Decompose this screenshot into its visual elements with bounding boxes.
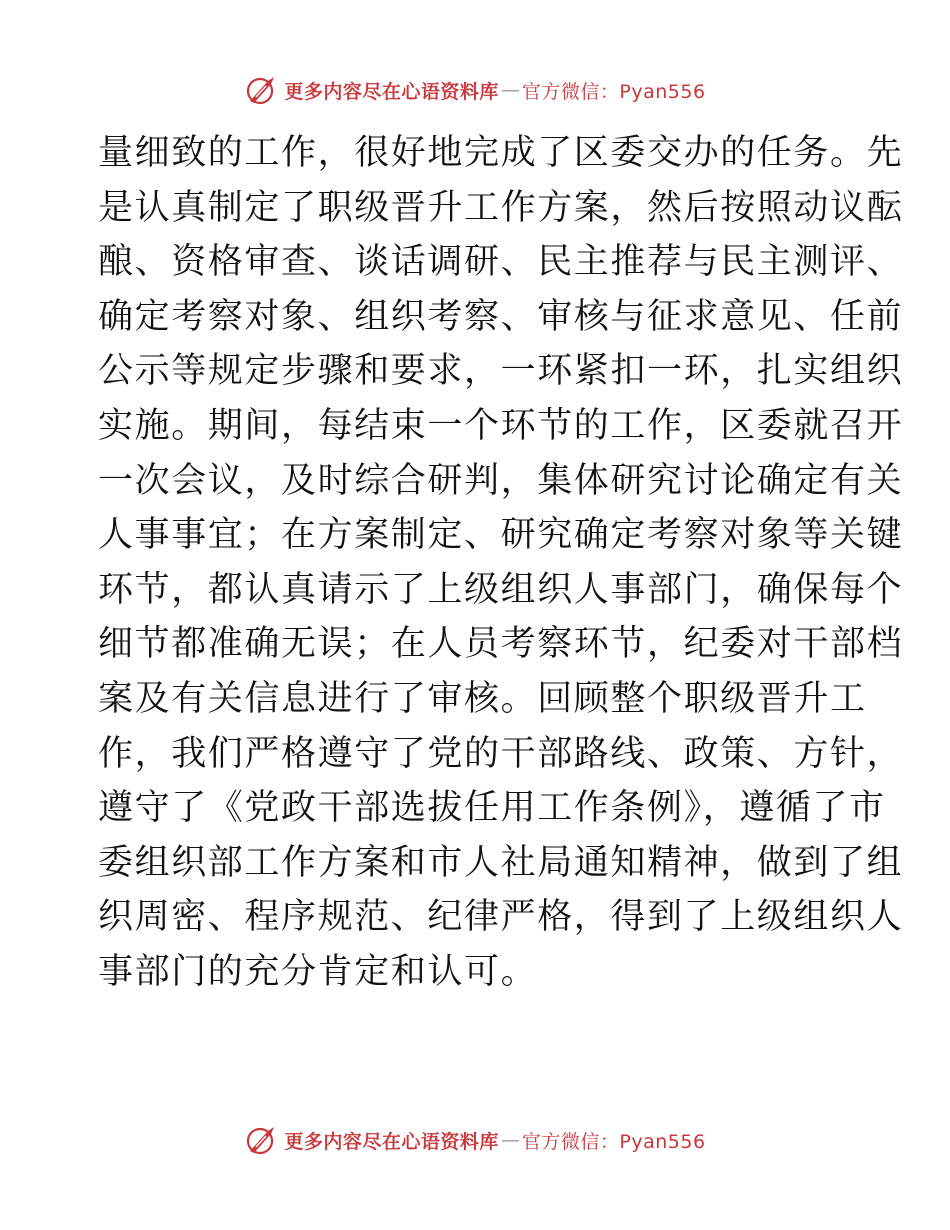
body-line: 确定考察对象、组织考察、审核与征求意见、任前	[98, 296, 904, 337]
header-banner-suffix: 官方微信：Pyan556	[521, 80, 706, 103]
body-line: 细节都准确无误；在人员考察环节，纪委对干部档	[98, 624, 904, 665]
footer-banner-dash: —	[500, 1129, 520, 1151]
body-line: 量细致的工作，很好地完成了区委交办的任务。先	[98, 133, 904, 173]
body-line: 一次会议，及时综合研判，集体研究讨论确定有关	[98, 460, 904, 501]
body-line: 事部门的充分肯定和认可。	[98, 951, 538, 992]
body-line: 案及有关信息进行了审核。回顾整个职级晋升工	[98, 678, 867, 719]
footer-banner	[0, 1120, 950, 1160]
body-line: 作，我们严格遵守了党的干部路线、政策、方针，	[98, 733, 904, 774]
body-line: 委组织部工作方案和市人社局通知精神，做到了组	[98, 842, 904, 883]
header-banner-text	[284, 77, 705, 104]
footer-banner-text	[284, 1127, 705, 1154]
body-line: 实施。期间，每结束一个环节的工作，区委就召开	[98, 405, 904, 446]
body-line: 遵守了《党政干部选拔任用工作条例》，遵循了市	[98, 788, 886, 829]
quill-logo-icon	[244, 1123, 278, 1157]
body-line: 公示等规定步骤和要求，一环紧扣一环，扎实组织	[98, 351, 904, 392]
body-line: 是认真制定了职级晋升工作方案，然后按照动议酝	[98, 187, 904, 228]
body-line: 环节，都认真请示了上级组织人事部门，确保每个	[98, 569, 904, 610]
header-banner	[0, 70, 950, 110]
header-banner-dash: —	[500, 79, 520, 101]
footer-banner-prefix: 更多内容尽在心语资料库	[284, 1130, 499, 1153]
header-banner-prefix: 更多内容尽在心语资料库	[284, 80, 499, 103]
quill-logo-icon	[244, 73, 278, 107]
document-body	[98, 126, 904, 1000]
body-line: 人事事宜；在方案制定、研究确定考察对象等关键	[98, 515, 904, 556]
footer-banner-suffix: 官方微信：Pyan556	[521, 1130, 706, 1153]
body-line: 酿、资格审查、谈话调研、民主推荐与民主测评、	[98, 242, 904, 283]
body-line: 织周密、程序规范、纪律严格，得到了上级组织人	[98, 897, 904, 938]
